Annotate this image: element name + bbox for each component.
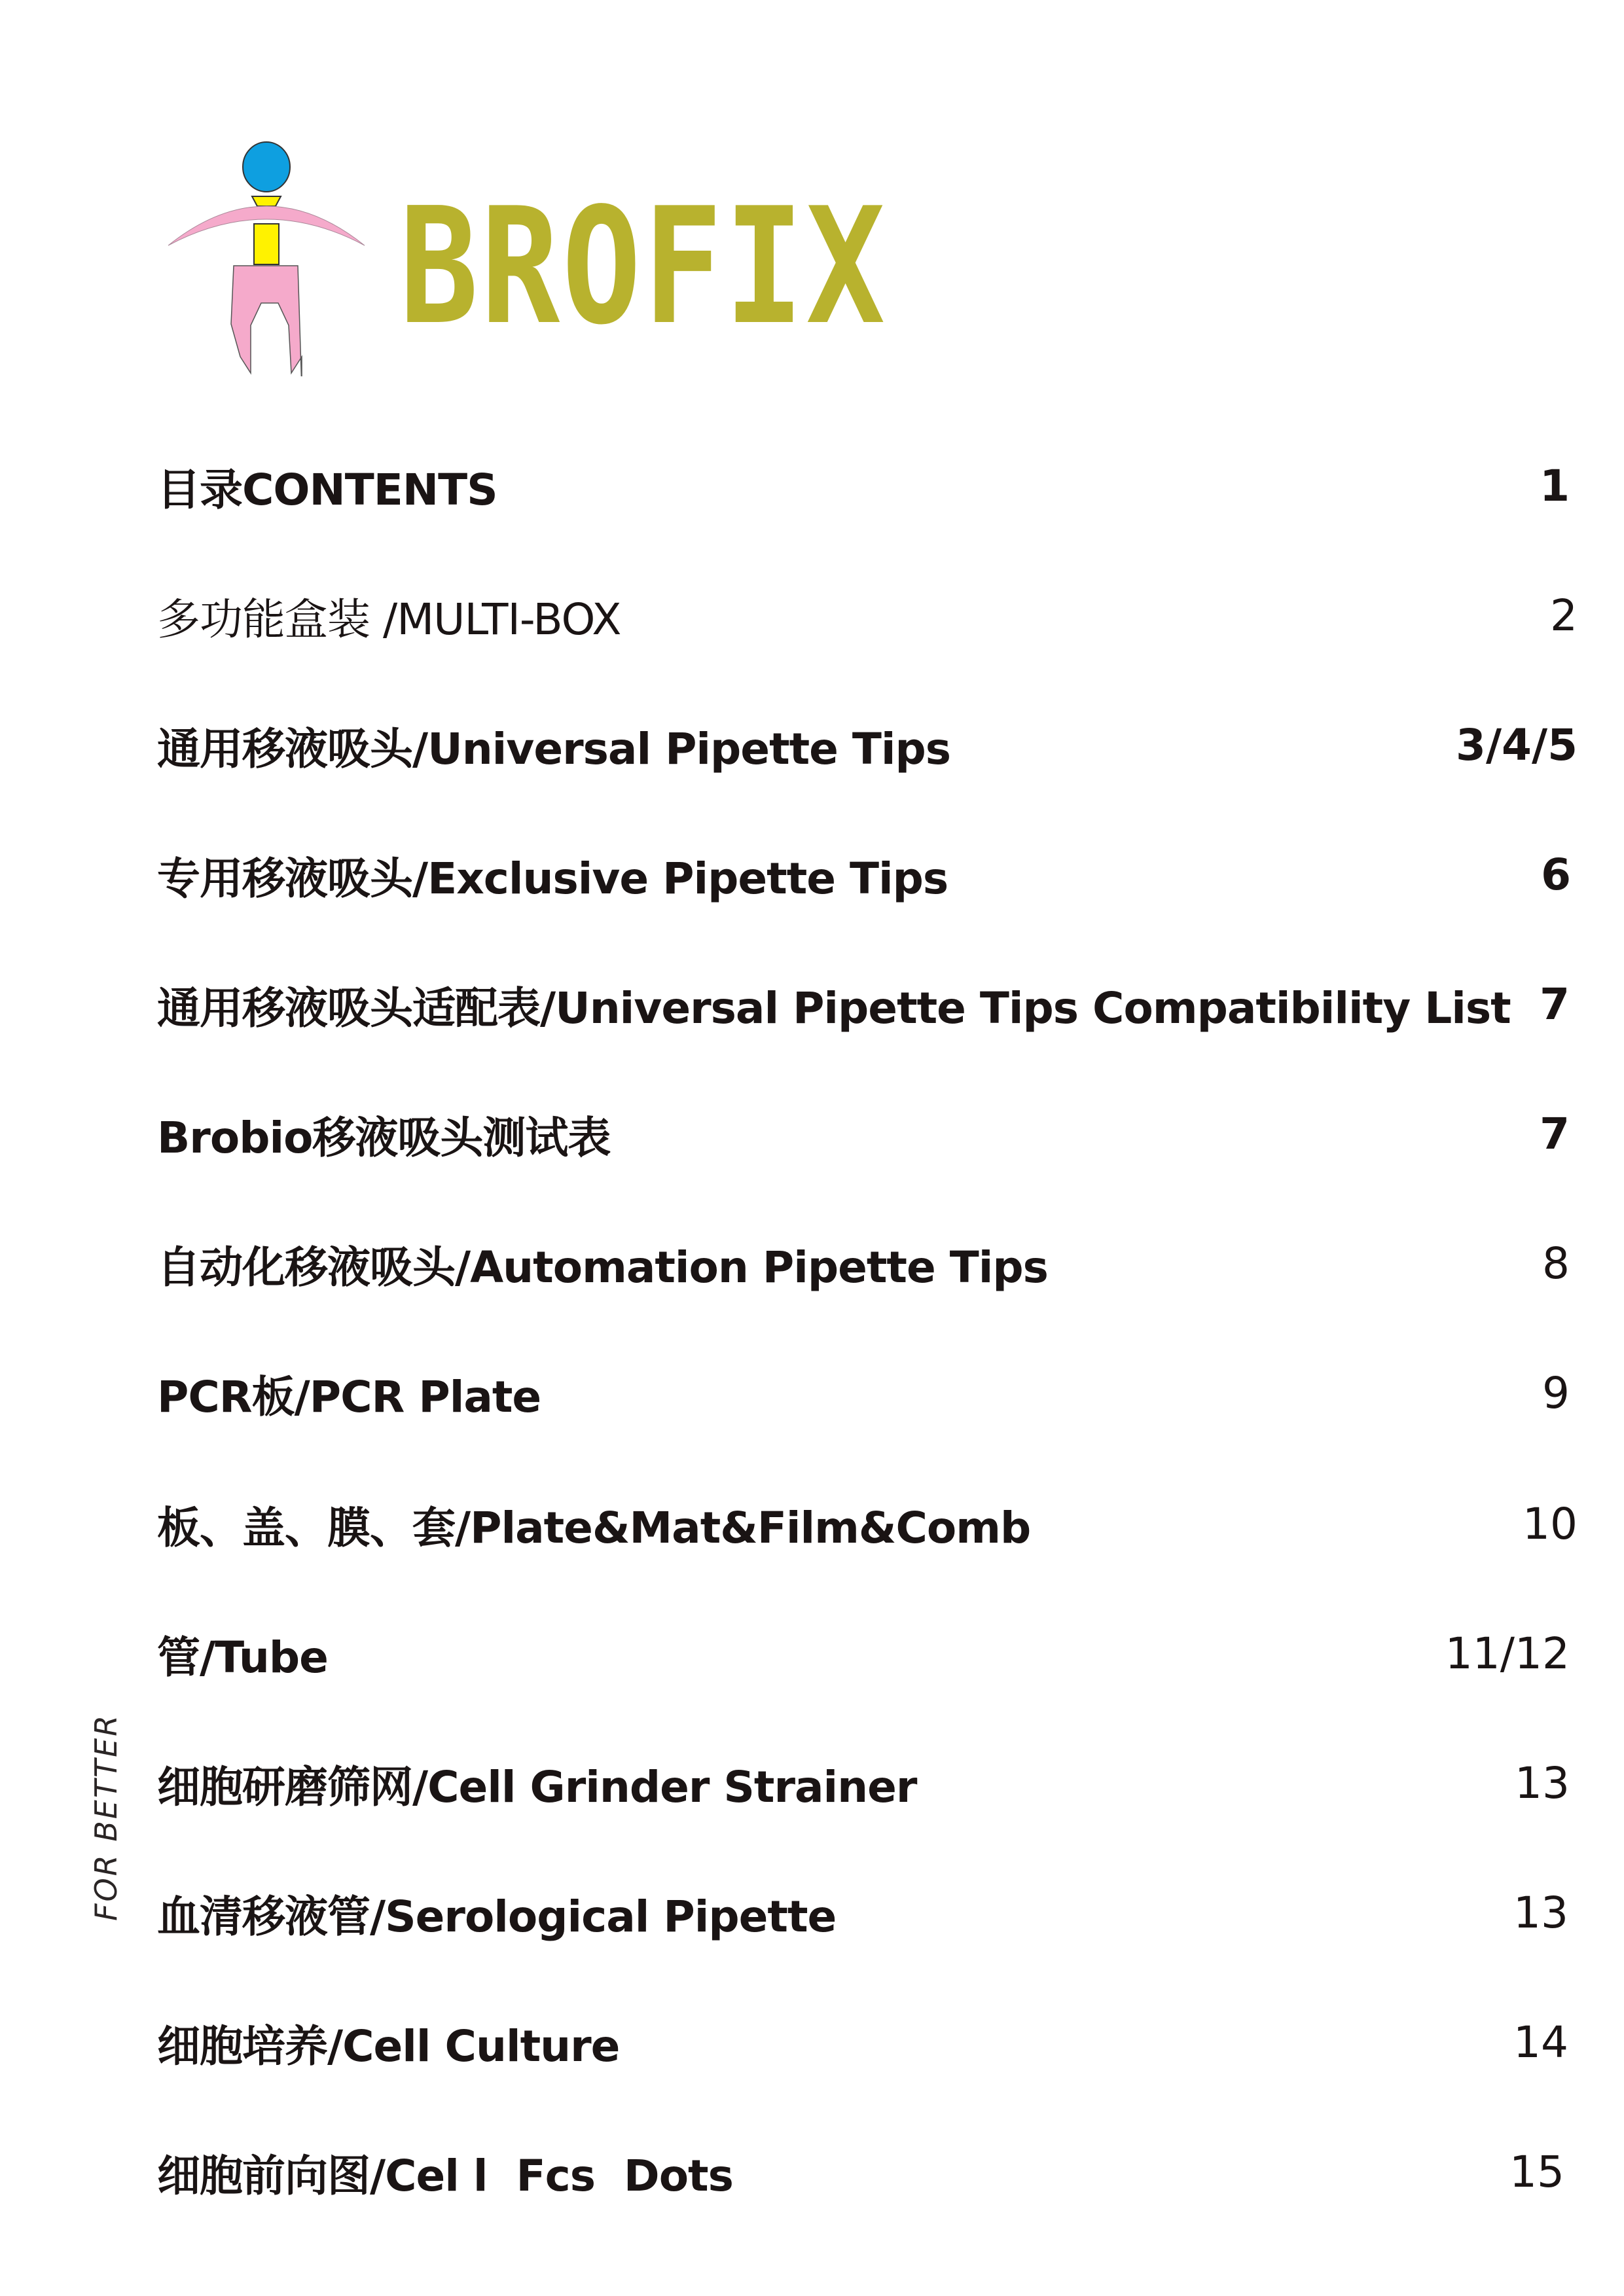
toc-item[interactable] bbox=[157, 842, 1578, 907]
toc-item-page: 9 bbox=[1542, 1367, 1570, 1418]
toc-item-page: 3/4/5 bbox=[1456, 719, 1578, 770]
toc-item-title: 自动化移液吸头/Automation Pipette Tips bbox=[157, 1242, 1048, 1293]
toc-item[interactable] bbox=[157, 453, 1578, 518]
toc-item-page: 11/12 bbox=[1445, 1628, 1570, 1679]
toc-item-title: PCR板/PCR Plate bbox=[157, 1371, 541, 1422]
toc-item[interactable] bbox=[157, 1101, 1578, 1166]
toc-item[interactable] bbox=[157, 971, 1578, 1037]
toc-item-title: 管/Tube bbox=[157, 1632, 328, 1683]
toc-item-page: 10 bbox=[1523, 1498, 1578, 1549]
toc-item-page: 7 bbox=[1540, 978, 1570, 1030]
toc-item-page: 1 bbox=[1540, 460, 1570, 511]
toc-item[interactable] bbox=[157, 1880, 1578, 1945]
figure-mascot-icon bbox=[160, 141, 376, 376]
toc-item-page: 14 bbox=[1513, 2017, 1568, 2068]
toc-item[interactable] bbox=[157, 1750, 1578, 1816]
toc-item[interactable] bbox=[157, 1491, 1578, 1556]
toc-item-title: Brobio移液吸头测试表 bbox=[157, 1112, 611, 1163]
toc-item[interactable] bbox=[157, 2139, 1578, 2204]
toc-item-page: 6 bbox=[1541, 849, 1571, 900]
toc-item-page: 15 bbox=[1509, 2146, 1564, 2197]
toc-item-title: 通用移液吸头/Universal Pipette Tips bbox=[157, 723, 951, 774]
tagline-vertical: FOR BETTER bbox=[88, 1713, 124, 1921]
brofix-logo bbox=[160, 141, 888, 376]
toc-item-title: 专用移液吸头/Exclusive Pipette Tips bbox=[157, 853, 948, 904]
toc-item-title: 多功能盒装 /MULTI-BOX bbox=[157, 594, 621, 645]
toc-item-page: 13 bbox=[1515, 1757, 1570, 1808]
toc-item[interactable] bbox=[157, 712, 1578, 778]
toc-item-page: 7 bbox=[1540, 1108, 1570, 1159]
toc-item-title: 目录CONTENTS bbox=[157, 464, 497, 515]
toc-item-page: 13 bbox=[1513, 1887, 1568, 1938]
toc-item[interactable] bbox=[157, 1360, 1578, 1426]
brand-name: BROFIX bbox=[399, 173, 888, 360]
toc-item-page: 2 bbox=[1550, 590, 1578, 641]
toc-item-title: 细胞前向图/Cel l Fcs Dots bbox=[157, 2150, 733, 2201]
toc-item-title: 通用移液吸头适配表/Universal Pipette Tips Compatibility List bbox=[157, 982, 1511, 1033]
toc-item-page: 8 bbox=[1542, 1238, 1570, 1289]
toc-item[interactable] bbox=[157, 583, 1578, 648]
toc-item[interactable] bbox=[157, 1621, 1578, 1686]
toc-item[interactable] bbox=[157, 1230, 1578, 1296]
toc-item-title: 细胞培养/Cell Culture bbox=[157, 2020, 620, 2072]
toc-item-title: 细胞研磨筛网/Cell Grinder Strainer bbox=[157, 1761, 917, 1812]
toc-item-title: 板、盖、膜、套/Plate&Mat&Film&Comb bbox=[157, 1502, 1031, 1553]
toc-item[interactable] bbox=[157, 2009, 1578, 2075]
toc-item-title: 血清移液管/Serological Pipette bbox=[157, 1891, 837, 1942]
